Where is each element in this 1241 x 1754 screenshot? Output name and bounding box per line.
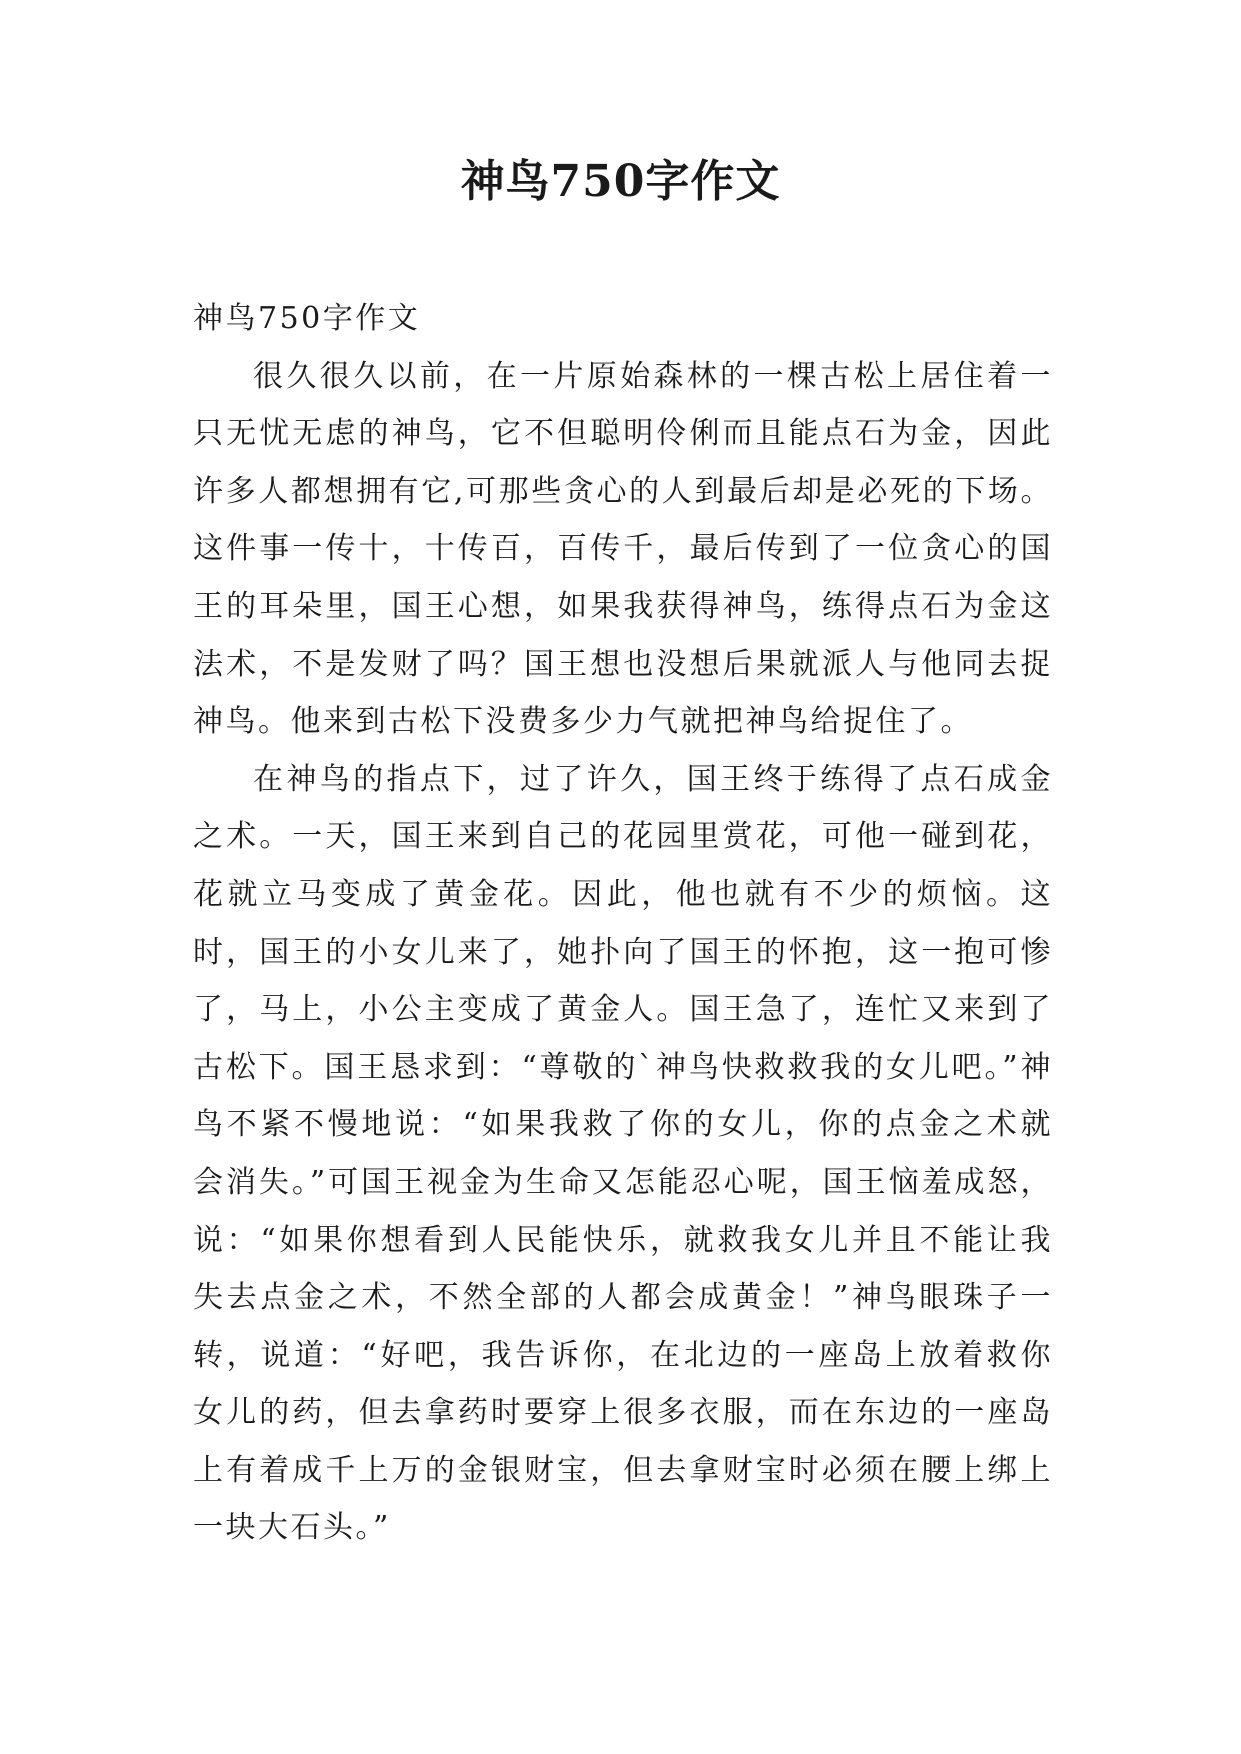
document-subtitle: 神鸟750字作文 [193, 301, 421, 336]
document-body [193, 290, 1053, 1557]
document-title: 神鸟750字作文 [460, 156, 781, 207]
paragraph-1: 很久很久以前，在一片原始森林的一棵古松上居住着一只无忧无虑的神鸟，它不但聪明伶俐而且能点石为金，因此许多人都想拥有它,可那些贪心的人到最后却是必死的下场。这件事一传十，十传百，百传千，最后传到了一位贪心的国王的耳朵里，国王心想，如果我获得神鸟，练得点石为金这法术，不是发财了吗？国王想也没想后果就派人与他同去捉神鸟。他来到古松下没费多少力气就把神鸟给捉住了。 [193, 358, 1053, 740]
paragraph-2: 在神鸟的指点下，过了许久，国王终于练得了点石成金之术。一天，国王来到自己的花园里赏花，可他一碰到花，花就立马变成了黄金花。因此，他也就有不少的烦恼。这时，国王的小女儿来了，她扑向了国王的怀抱，这一抱可惨了，马上，小公主变成了黄金人。国王急了，连忙又来到了古松下。国王恳求到：“尊敬的`神鸟快救救我的女儿吧。”神鸟不紧不慢地说：“如果我救了你的女儿，你的点金之术就会消失。”可国王视金为生命又怎能忍心呢，国王恼羞成怒，说：“如果你想看到人民能快乐，就救我女儿并且不能让我失去点金之术，不然全部的人都会成黄金！”神鸟眼珠子一转，说道：“好吧，我告诉你，在北边的一座岛上放着救你女儿的药，但去拿药时要穿上很多衣服，而在东边的一座岛上有着成千上万的金银财宝，但去拿财宝时必须在腰上绑上一块大石头。” [193, 761, 1053, 1546]
